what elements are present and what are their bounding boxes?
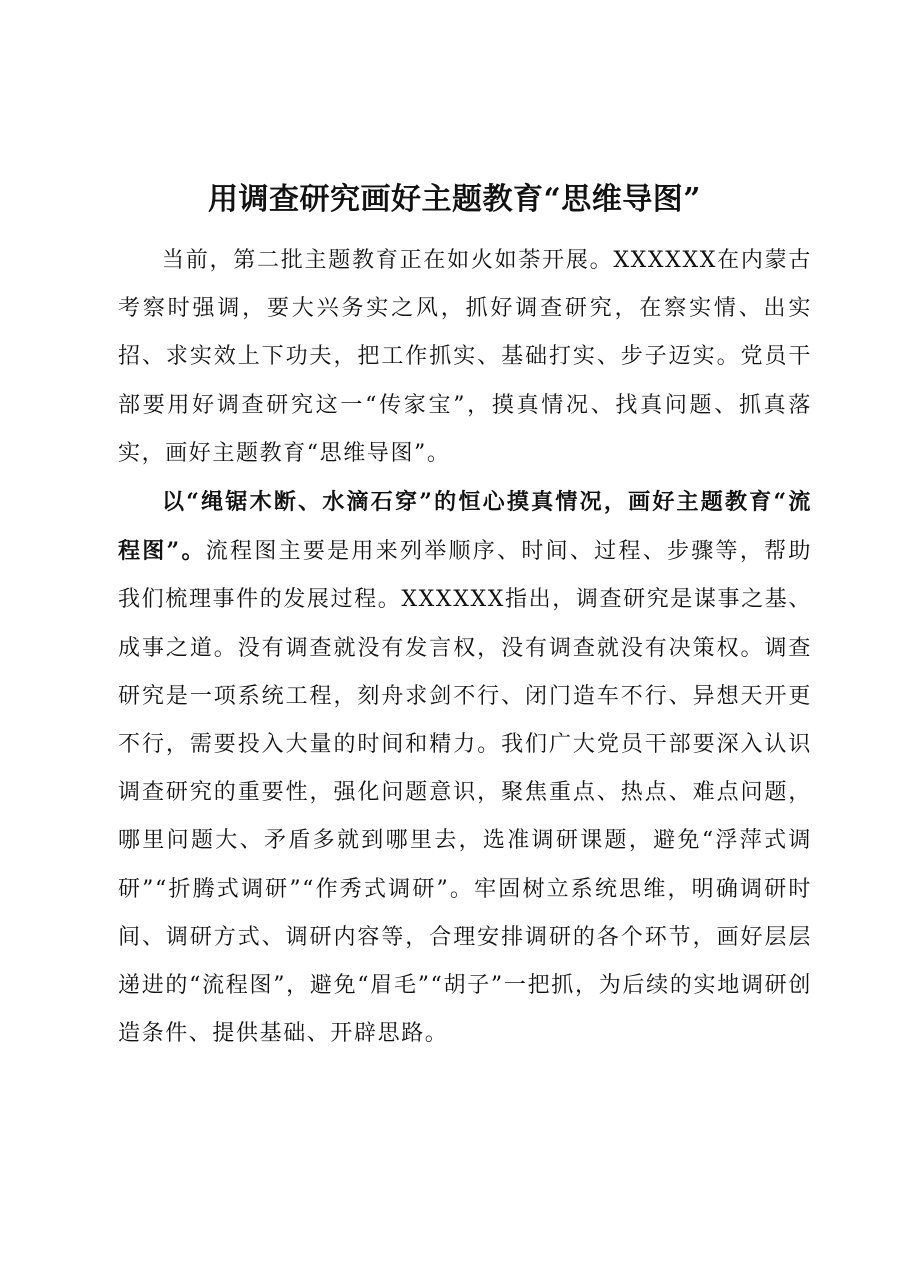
document-body: [118, 236, 812, 1058]
paragraph-intro: [118, 236, 812, 478]
paragraph-lead: 以“绳锯木断、水滴石穿”的恒心摸真情况，画好主题教育“流程图”。: [118, 489, 812, 565]
paragraph-text: 当前，第二批主题教育正在如火如荼开展。XXXXXX在内蒙古考察时强调，要大兴务实之风，抓好调查研究，在察实情、出实招、求实效上下功夫，把工作抓实、基础打实、步子迈实。党员干部要用好调查研究这一“传家宝”，摸真情况、找真问题、抓真落实，画好主题教育“思维导图”。: [118, 248, 812, 466]
paragraph-flowchart: [118, 478, 812, 1058]
paragraph-text: 流程图主要是用来列举顺序、时间、过程、步骤等，帮助我们梳理事件的发展过程。XXXXXX指出，调查研究是谋事之基、成事之道。没有调查就没有发言权，没有调查就没有决策权。调查研究是一项系统工程，刻舟求剑不行、闭门造车不行、异想天开更不行，需要投入大量的时间和精力。我们广大党员干部要深入认识调查研究的重要性，强化问题意识，聚焦重点、热点、难点问题，哪里问题大、矛盾多就到哪里去，选准调研课题，避免“浮萍式调研”“折腾式调研”“作秀式调研”。牢固树立系统思维，明确调研时间、调研方式、调研内容等，合理安排调研的各个环节，画好层层递进的“流程图”，避免“眉毛”“胡子”一把抓，为后续的实地调研创造条件、提供基础、开辟思路。: [118, 539, 812, 1047]
document-title: 用调查研究画好主题教育“思维导图”: [207, 182, 701, 218]
